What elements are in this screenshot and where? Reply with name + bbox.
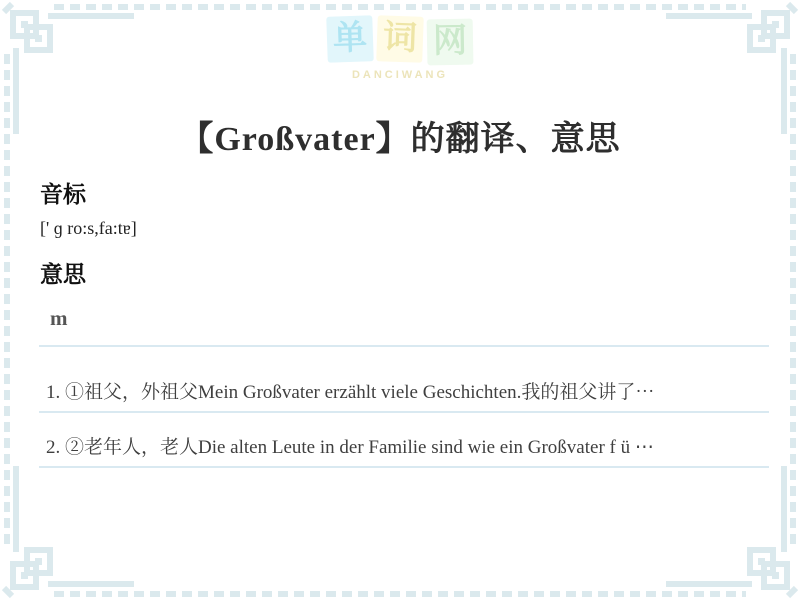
logo-subtext: DANCIWANG: [351, 69, 449, 81]
divider-line: [39, 411, 769, 413]
phonetic-heading: 音标: [40, 182, 86, 207]
corner-ornament-bottom-right: [660, 460, 800, 600]
border-dashes-top: [54, 4, 746, 10]
meaning-entry-2[interactable]: 2. ②老年人，老人Die alten Leute in der Familie sind wie ein Großvater f ü ⋯: [46, 437, 654, 458]
logo-block-dan: 单: [326, 15, 374, 63]
border-dashes-bottom: [54, 591, 746, 597]
logo-block-ci: 词: [376, 15, 424, 63]
logo-block-wang: 网: [427, 19, 474, 66]
phonetic-value: [' ɡ ro:s,fa:tɐ]: [40, 218, 137, 238]
logo-blocks: [327, 16, 473, 62]
meaning-entry-1[interactable]: 1. ①祖父，外祖父Mein Großvater erzählt viele Geschichten.我的祖父讲了⋯: [46, 382, 655, 403]
divider-line: [39, 466, 769, 468]
site-logo[interactable]: [0, 16, 800, 81]
part-of-speech-label: m: [50, 306, 68, 330]
page-title: 【Großvater】的翻译、意思: [179, 120, 621, 158]
divider-line: [39, 345, 769, 347]
corner-ornament-bottom-left: [0, 460, 140, 600]
meaning-heading: 意思: [40, 262, 86, 287]
